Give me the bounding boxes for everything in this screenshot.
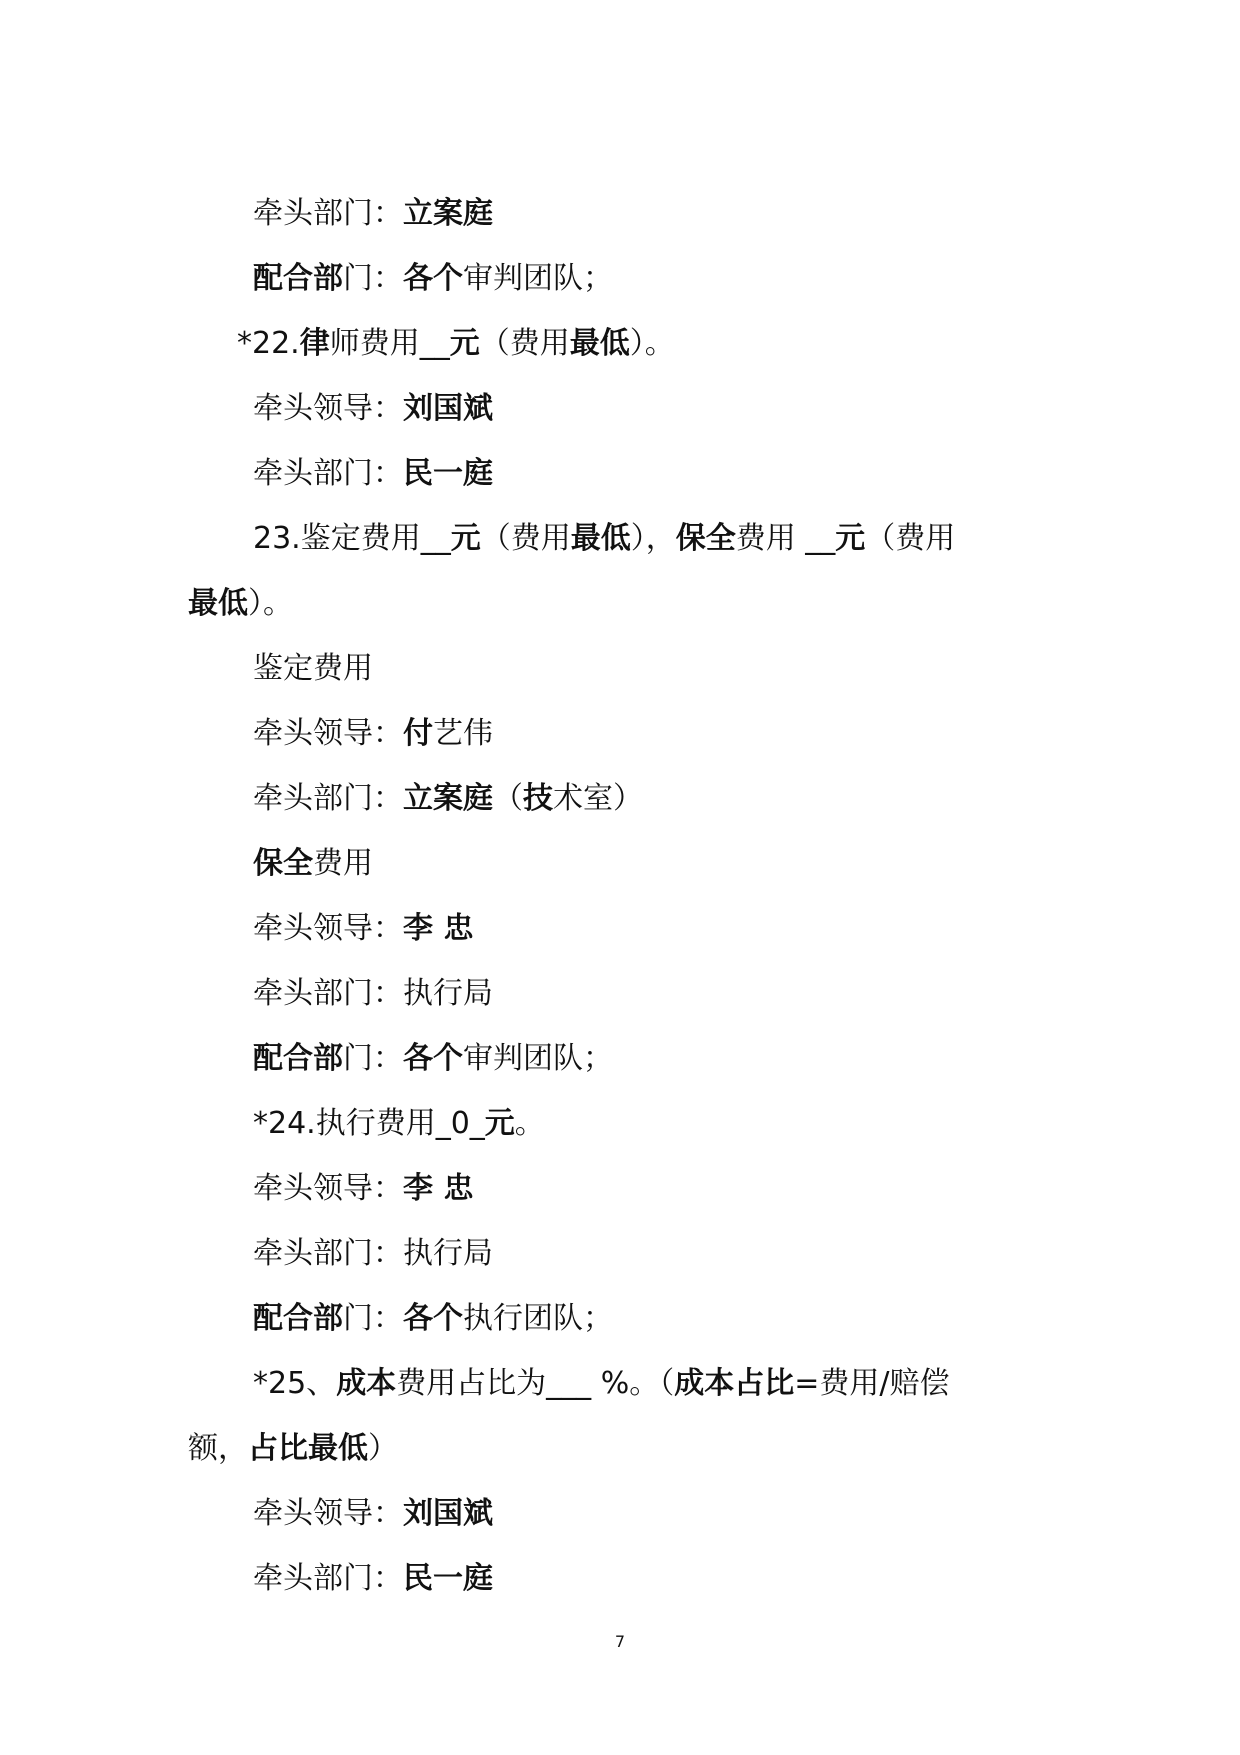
text-line — [188, 584, 293, 624]
text-line — [237, 324, 675, 364]
bold-text-run: 各个 — [403, 1301, 463, 1336]
bold-text-run: 配合部 — [253, 1041, 343, 1076]
text-line — [253, 1494, 493, 1534]
text-line — [253, 1234, 493, 1274]
bold-text-run: 保全 — [253, 846, 313, 881]
text-line — [253, 1169, 473, 1209]
bold-text-run: 付 — [403, 716, 433, 751]
bold-text-run: 李 忠 — [403, 1171, 474, 1206]
text-line — [253, 909, 473, 949]
bold-text-run: 立案庭 — [403, 196, 493, 231]
bold-text-run: 配合部 — [253, 261, 343, 296]
text-run: *22. — [237, 326, 300, 361]
bold-text-run: 各个 — [403, 261, 463, 296]
text-run: 牵头部门： — [253, 456, 403, 491]
text-line — [188, 1429, 398, 1469]
text-run: 牵头领导： — [253, 1171, 403, 1206]
bold-text-run: 元 — [484, 1106, 515, 1141]
text-run: =费用/赔偿 — [794, 1366, 950, 1401]
text-run: 23.鉴定费用__ — [253, 521, 451, 556]
text-line — [253, 1104, 545, 1144]
text-line — [253, 454, 493, 494]
bold-text-run: 律 — [299, 326, 330, 361]
text-line — [253, 259, 613, 299]
bold-text-run: 李 忠 — [403, 911, 474, 946]
text-run: （费用 — [479, 326, 570, 361]
bold-text-run: 元 — [449, 326, 480, 361]
text-run: *24.执行费用_0_ — [253, 1106, 485, 1141]
bold-text-run: 民一庭 — [403, 456, 493, 491]
text-run: 牵头部门：执行局 — [253, 976, 493, 1011]
text-run: 牵头部门： — [253, 781, 403, 816]
text-line — [253, 714, 493, 754]
text-line — [253, 1364, 949, 1404]
text-run: ）。 — [629, 326, 675, 361]
bold-text-run: 技 — [523, 781, 553, 816]
text-line — [253, 779, 643, 819]
bold-text-run: 立案庭 — [403, 781, 493, 816]
text-run: 门： — [343, 1041, 403, 1076]
text-run: 牵头领导： — [253, 716, 403, 751]
text-run: 费用 — [313, 846, 373, 881]
text-run: 审判团队； — [463, 1041, 613, 1076]
bold-text-run: 刘国斌 — [403, 1496, 493, 1531]
text-run: 额， — [188, 1431, 248, 1466]
text-run: （费用 — [865, 521, 956, 556]
bold-text-run: 成本占比 — [674, 1366, 795, 1401]
text-run: 鉴定费用 — [253, 651, 373, 686]
bold-text-run: 最低 — [188, 586, 248, 621]
text-run: 牵头领导： — [253, 911, 403, 946]
bold-text-run: 最低 — [569, 326, 630, 361]
text-run: 。 — [514, 1106, 545, 1141]
text-line — [253, 1299, 613, 1339]
bold-text-run: 刘国斌 — [403, 391, 493, 426]
bold-text-run: 民一庭 — [403, 1561, 493, 1596]
text-run: 牵头部门： — [253, 196, 403, 231]
text-run: *25、 — [253, 1366, 337, 1401]
text-run: 牵头领导： — [253, 391, 403, 426]
bold-text-run: 成本 — [336, 1366, 397, 1401]
text-run: 费用 __ — [735, 521, 836, 556]
text-run: 艺伟 — [433, 716, 493, 751]
text-run: 牵头领导： — [253, 1496, 403, 1531]
bold-text-run: 各个 — [403, 1041, 463, 1076]
bold-text-run: 配合部 — [253, 1301, 343, 1336]
text-run: 门： — [343, 261, 403, 296]
text-line — [253, 1039, 613, 1079]
text-run: （费用 — [480, 521, 571, 556]
text-run: ） — [368, 1431, 398, 1466]
bold-text-run: 保全 — [675, 521, 736, 556]
bold-text-run: 元 — [835, 521, 866, 556]
text-line — [253, 649, 373, 689]
text-run: 牵头部门：执行局 — [253, 1236, 493, 1271]
text-run: （ — [493, 781, 523, 816]
text-run: 执行团队； — [463, 1301, 613, 1336]
text-run: ）， — [630, 521, 676, 556]
text-run: 费用占比为___ %。（ — [396, 1366, 675, 1401]
text-line — [253, 974, 493, 1014]
text-line — [253, 1559, 493, 1599]
text-line — [253, 519, 955, 559]
text-line — [253, 194, 493, 234]
text-line — [253, 844, 373, 884]
text-run: 门： — [343, 1301, 403, 1336]
text-run: 牵头部门： — [253, 1561, 403, 1596]
bold-text-run: 占比最低 — [248, 1431, 368, 1466]
text-run: ）。 — [248, 586, 293, 621]
page-number: 7 — [614, 1632, 626, 1651]
text-run: 术室） — [553, 781, 643, 816]
text-run: 师费用__ — [329, 326, 450, 361]
bold-text-run: 最低 — [570, 521, 631, 556]
text-run: 审判团队； — [463, 261, 613, 296]
bold-text-run: 元 — [450, 521, 481, 556]
text-line — [253, 389, 493, 429]
